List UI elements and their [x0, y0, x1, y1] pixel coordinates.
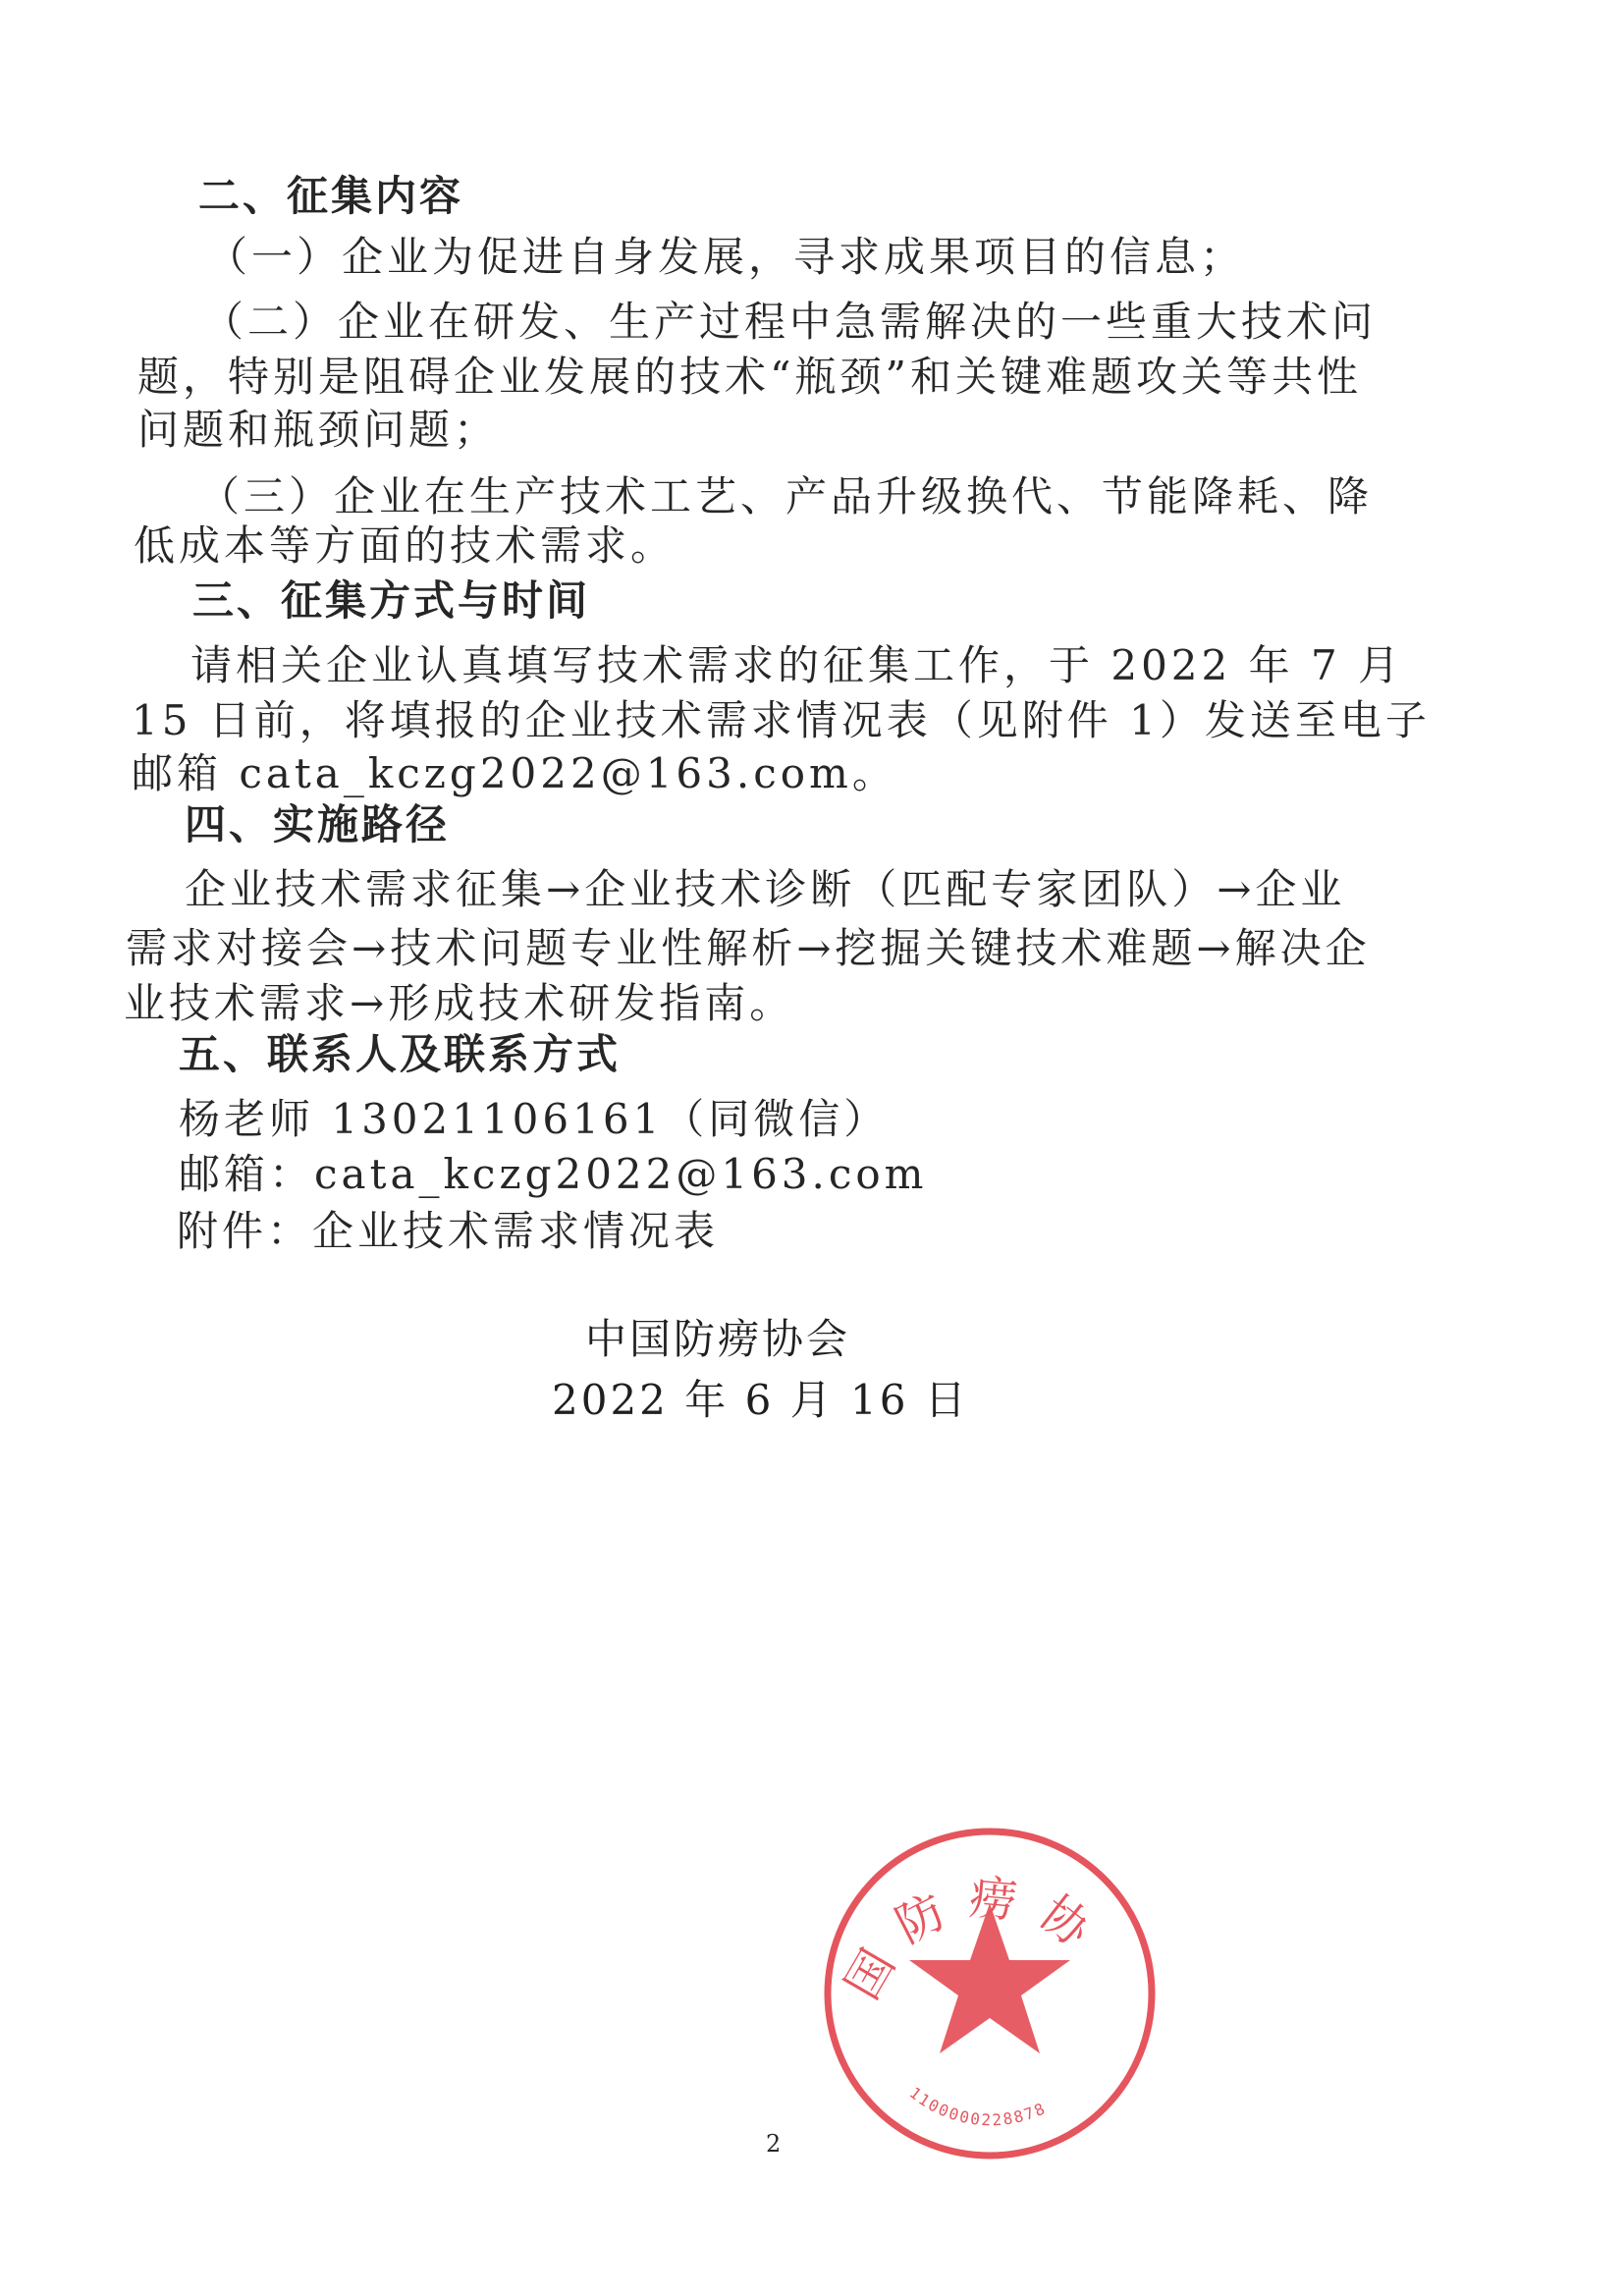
section-2-line: 问题和瓶颈问题； — [137, 406, 500, 454]
attachment-line: 附件：企业技术需求情况表 — [177, 1207, 720, 1255]
section-2-line: 题，特别是阻碍企业发展的技术“瓶颈”和关键难题攻关等共性 — [137, 353, 1362, 401]
contact-email: 邮箱：cata_kczg2022@163.com — [179, 1150, 928, 1198]
section-2-line: （二）企业在研发、生产过程中急需解决的一些重大技术问 — [202, 298, 1378, 346]
section-3-line: 15 日前，将填报的企业技术需求情况表（见附件 1）发送至电子 — [132, 696, 1431, 744]
section-3-line: 请相关企业认真填写技术需求的征集工作，于 2022 年 7 月 — [190, 641, 1404, 689]
seal-top-text: 国防痨协 — [835, 1870, 1116, 2009]
section-2-line: 低成本等方面的技术需求。 — [134, 521, 677, 570]
section-3-heading: 三、征集方式与时间 — [192, 576, 591, 625]
section-4-line: 业技术需求→形成技术研发指南。 — [124, 979, 795, 1027]
section-2-line: （一）企业为促进自身发展，寻求成果项目的信息； — [206, 233, 1246, 281]
section-4-heading: 四、实施路径 — [185, 800, 451, 848]
seal-number-text: 1100000228878 — [905, 2083, 1050, 2130]
section-5-heading: 五、联系人及联系方式 — [179, 1030, 622, 1078]
section-2-line: （三）企业在生产技术工艺、产品升级换代、节能降耗、降 — [198, 472, 1374, 520]
section-3-line: 邮箱 cata_kczg2022@163.com。 — [132, 749, 897, 797]
page-number: 2 — [766, 2130, 782, 2158]
issue-date: 2022 年 6 月 16 日 — [552, 1376, 969, 1424]
official-seal-stamp — [813, 1817, 1166, 2170]
section-2-heading: 二、征集内容 — [198, 172, 464, 220]
section-4-line: 需求对接会→技术问题专业性解析→挖掘关键技术难题→解决企 — [126, 924, 1371, 972]
section-4-line: 企业技术需求征集→企业技术诊断（匹配专家团队）→企业 — [185, 865, 1346, 913]
issuing-organization: 中国防痨协会 — [585, 1315, 851, 1363]
contact-person: 杨老师 13021106161（同微信） — [179, 1095, 890, 1143]
